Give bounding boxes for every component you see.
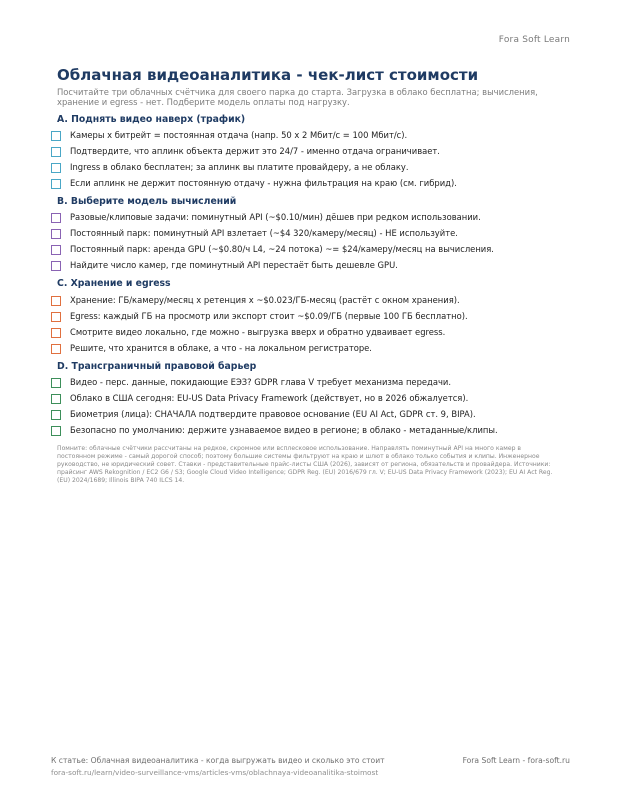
item-text: Постоянный парк: аренда GPU (~$0.80/ч L4, ~24 потока) ~= $24/камеру/месяц на вычисления. xyxy=(70,244,494,254)
checklist-item-b1[interactable] xyxy=(51,212,571,226)
item-text: Безопасно по умолчанию: держите узнаваемое видео в регионе; в облако - метаданные/клипы. xyxy=(70,425,498,435)
checkbox-icon[interactable] xyxy=(51,229,61,239)
section-c-title: C. Хранение и egress xyxy=(57,278,171,289)
checkbox-icon[interactable] xyxy=(51,378,61,388)
checkbox-icon[interactable] xyxy=(51,312,61,322)
item-text: Биометрия (лица): СНАЧАЛА подтвердите правовое основание (EU AI Act, GDPR ст. 9, BIPA). xyxy=(70,409,476,419)
checkbox-icon[interactable] xyxy=(51,131,61,141)
item-text: Подтвердите, что аплинк объекта держит это 24/7 - именно отдача ограничивает. xyxy=(70,146,440,156)
item-text: Разовые/клиповые задачи: поминутный API (~$0.10/мин) дёшев при редком использовании. xyxy=(70,212,481,222)
checkbox-icon[interactable] xyxy=(51,213,61,223)
checkbox-icon[interactable] xyxy=(51,296,61,306)
checkbox-icon[interactable] xyxy=(51,426,61,436)
item-text: Облако в США сегодня: EU-US Data Privacy Framework (действует, но в 2026 обжалуется). xyxy=(70,393,469,403)
checkbox-icon[interactable] xyxy=(51,410,61,420)
checkbox-icon[interactable] xyxy=(51,394,61,404)
section-d-title: D. Трансграничный правовой барьер xyxy=(57,361,257,372)
checklist-item-d4[interactable] xyxy=(51,425,571,439)
item-text: Видео - перс. данные, покидающие ЕЭЗ? GDPR глава V требует механизма передачи. xyxy=(70,377,452,387)
checkbox-icon[interactable] xyxy=(51,147,61,157)
footer-article-label: К статье: Облачная видеоаналитика - когда выгружать видео и сколько это стоит xyxy=(51,756,385,765)
checklist-item-c4[interactable] xyxy=(51,343,571,357)
item-text: Камеры x битрейт = постоянная отдача (напр. 50 x 2 Мбит/с = 100 Мбит/с). xyxy=(70,130,408,140)
footnote: Помните: облачные счётчики рассчитаны на редкое, скромное или всплесковое использование. Направлять поминутный API на много камер в постоянном режиме - самый дорогой способ; поэтому большие системы фильтруют на краю и шлют в облако только события и клипы. Инженерное руководство, не юридический совет. Ставки - представительные прайс-листы США (2026), зависят от региона, обязательств и провайдера. Источники: прайсинг AWS Rekognition / EC2 G6 / S3; Google Cloud Video Intelligence; GDPR Reg. (EU) 2016/679 гл. V; EU-US Data Privacy Framework (2023); EU AI Act Reg. (EU) 2024/1689; Illinois BIPA 740 ILCS 14. xyxy=(57,445,553,484)
checklist-item-d1[interactable] xyxy=(51,377,571,391)
brand-label: Fora Soft Learn xyxy=(498,35,570,45)
checklist-item-c2[interactable] xyxy=(51,311,571,325)
checklist-item-a1[interactable] xyxy=(51,130,571,144)
item-text: Решите, что хранится в облаке, а что - на локальном регистраторе. xyxy=(70,343,372,353)
item-text: Egress: каждый ГБ на просмотр или экспорт стоит ~$0.09/ГБ (первые 100 ГБ бесплатно). xyxy=(70,311,468,321)
item-text: Если аплинк не держит постоянную отдачу - нужна фильтрация на краю (см. гибрид). xyxy=(70,178,457,188)
item-text: Смотрите видео локально, где можно - выгрузка вверх и обратно удваивает egress. xyxy=(70,327,446,337)
checklist-item-b4[interactable] xyxy=(51,260,571,274)
checklist-item-d2[interactable] xyxy=(51,393,571,407)
checkbox-icon[interactable] xyxy=(51,163,61,173)
item-text: Постоянный парк: поминутный API взлетает (~$4 320/камеру/месяц) - НЕ используйте. xyxy=(70,228,458,238)
checklist-item-c3[interactable] xyxy=(51,327,571,341)
section-b-title: B. Выберите модель вычислений xyxy=(57,196,237,207)
checklist-item-a2[interactable] xyxy=(51,146,571,160)
footer-site-label: Fora Soft Learn - fora-soft.ru xyxy=(462,756,570,765)
item-text: Найдите число камер, где поминутный API перестаёт быть дешевле GPU. xyxy=(70,260,398,270)
page-subtitle: Посчитайте три облачных счётчика для своего парка до старта. Загрузка в облако бесплатна; вычисления, хранение и egress - нет. Подберите модель оплаты под нагрузку. xyxy=(57,87,538,107)
footer-url-link[interactable]: fora-soft.ru/learn/video-surveillance-vms/articles-vms/oblachnaya-videoanalitika-stoimost xyxy=(51,768,379,777)
checklist-item-a4[interactable] xyxy=(51,178,571,192)
checklist-item-c1[interactable] xyxy=(51,295,571,309)
checkbox-icon[interactable] xyxy=(51,261,61,271)
checklist-item-d3[interactable] xyxy=(51,409,571,423)
item-text: Хранение: ГБ/камеру/месяц x ретенция x ~$0.023/ГБ-месяц (растёт с окном хранения). xyxy=(70,295,460,305)
checklist-item-b3[interactable] xyxy=(51,244,571,258)
page-title: Облачная видеоаналитика - чек-лист стоимости xyxy=(57,66,479,84)
checklist-item-b2[interactable] xyxy=(51,228,571,242)
checklist-item-a3[interactable] xyxy=(51,162,571,176)
checkbox-icon[interactable] xyxy=(51,344,61,354)
checkbox-icon[interactable] xyxy=(51,328,61,338)
checkbox-icon[interactable] xyxy=(51,179,61,189)
item-text: Ingress в облако бесплатен; за аплинк вы платите провайдеру, а не облаку. xyxy=(70,162,409,172)
section-a-title: A. Поднять видео наверх (трафик) xyxy=(57,114,246,125)
checkbox-icon[interactable] xyxy=(51,245,61,255)
